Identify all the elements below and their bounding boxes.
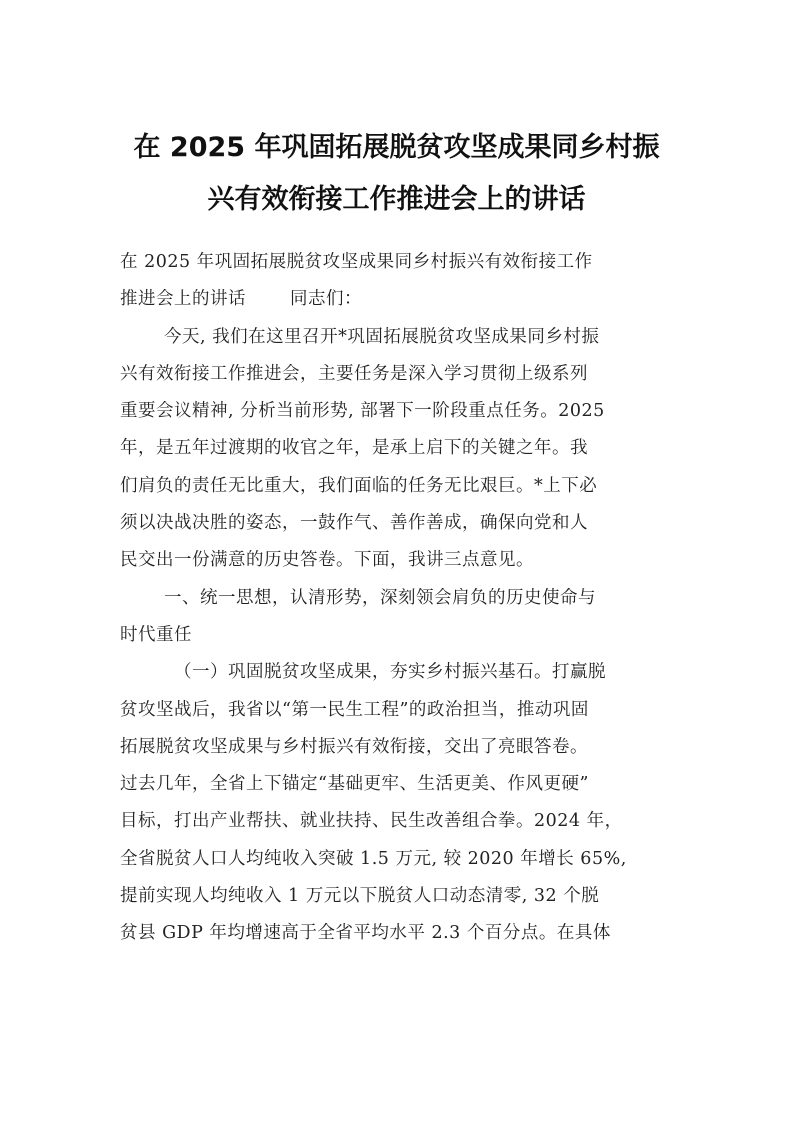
body-line: 目标，打出产业帮扶、就业扶持、民生改善组合拳。2024 年， bbox=[120, 811, 623, 832]
document-title bbox=[110, 122, 683, 226]
document-body bbox=[120, 244, 673, 953]
body-line: 贫县 GDP 年均增速高于全省平均水平 2.3 个百分点。在具体 bbox=[120, 923, 611, 944]
body-line: 提前实现人均纯收入 1 万元以下脱贫人口动态清零, 32 个脱 bbox=[120, 886, 600, 907]
body-line: 兴有效衔接工作推进会，主要任务是深入学习贯彻上级系列 bbox=[120, 363, 588, 384]
title-line-1: 在 2025 年巩固拓展脱贫攻坚成果同乡村振 bbox=[133, 132, 660, 163]
subsection-start: （一）巩固脱贫攻坚成果，夯实乡村振兴基石。打赢脱 bbox=[174, 662, 606, 683]
body-line: 推进会上的讲话 bbox=[120, 289, 246, 310]
body-line: 民交出一份满意的历史答卷。下面，我讲三点意见。 bbox=[120, 550, 534, 571]
title-line-2: 兴有效衔接工作推进会上的讲话 bbox=[207, 184, 586, 215]
body-line-with-salutation bbox=[120, 281, 673, 318]
body-line: 须以决战决胜的姿态，一鼓作气、善作善成，确保向党和人 bbox=[120, 513, 588, 534]
paragraph-start: 今天, 我们在这里召开*巩固拓展脱贫攻坚成果同乡村振 bbox=[164, 326, 600, 347]
body-line: 过去几年，全省上下锚定“基础更牢、生活更美、作风更硬” bbox=[120, 774, 589, 795]
body-line: 重要会议精神, 分析当前形势, 部署下一阶段重点任务。2025 bbox=[120, 401, 605, 422]
body-line: 年，是五年过渡期的收官之年，是承上启下的关键之年。我 bbox=[120, 438, 588, 459]
body-line: 贫攻坚战后，我省以“第一民生工程”的政治担当，推动巩固 bbox=[120, 699, 589, 720]
section-heading-continued: 时代重任 bbox=[120, 624, 192, 645]
body-line: 们肩负的责任无比重大，我们面临的任务无比艰巨。*上下必 bbox=[120, 475, 598, 496]
body-line: 全省脱贫人口人均纯收入突破 1.5 万元, 较 2020 年增长 65%, bbox=[120, 848, 627, 869]
body-line: 拓展脱贫攻坚成果与乡村振兴有效衔接，交出了亮眼答卷。 bbox=[120, 736, 588, 757]
salutation: 同志们： bbox=[290, 289, 362, 310]
section-heading: 一、统一思想，认清形势，深刻领会肩负的历史使命与 bbox=[164, 587, 596, 608]
body-line: 在 2025 年巩固拓展脱贫攻坚成果同乡村振兴有效衔接工作 bbox=[120, 252, 593, 272]
